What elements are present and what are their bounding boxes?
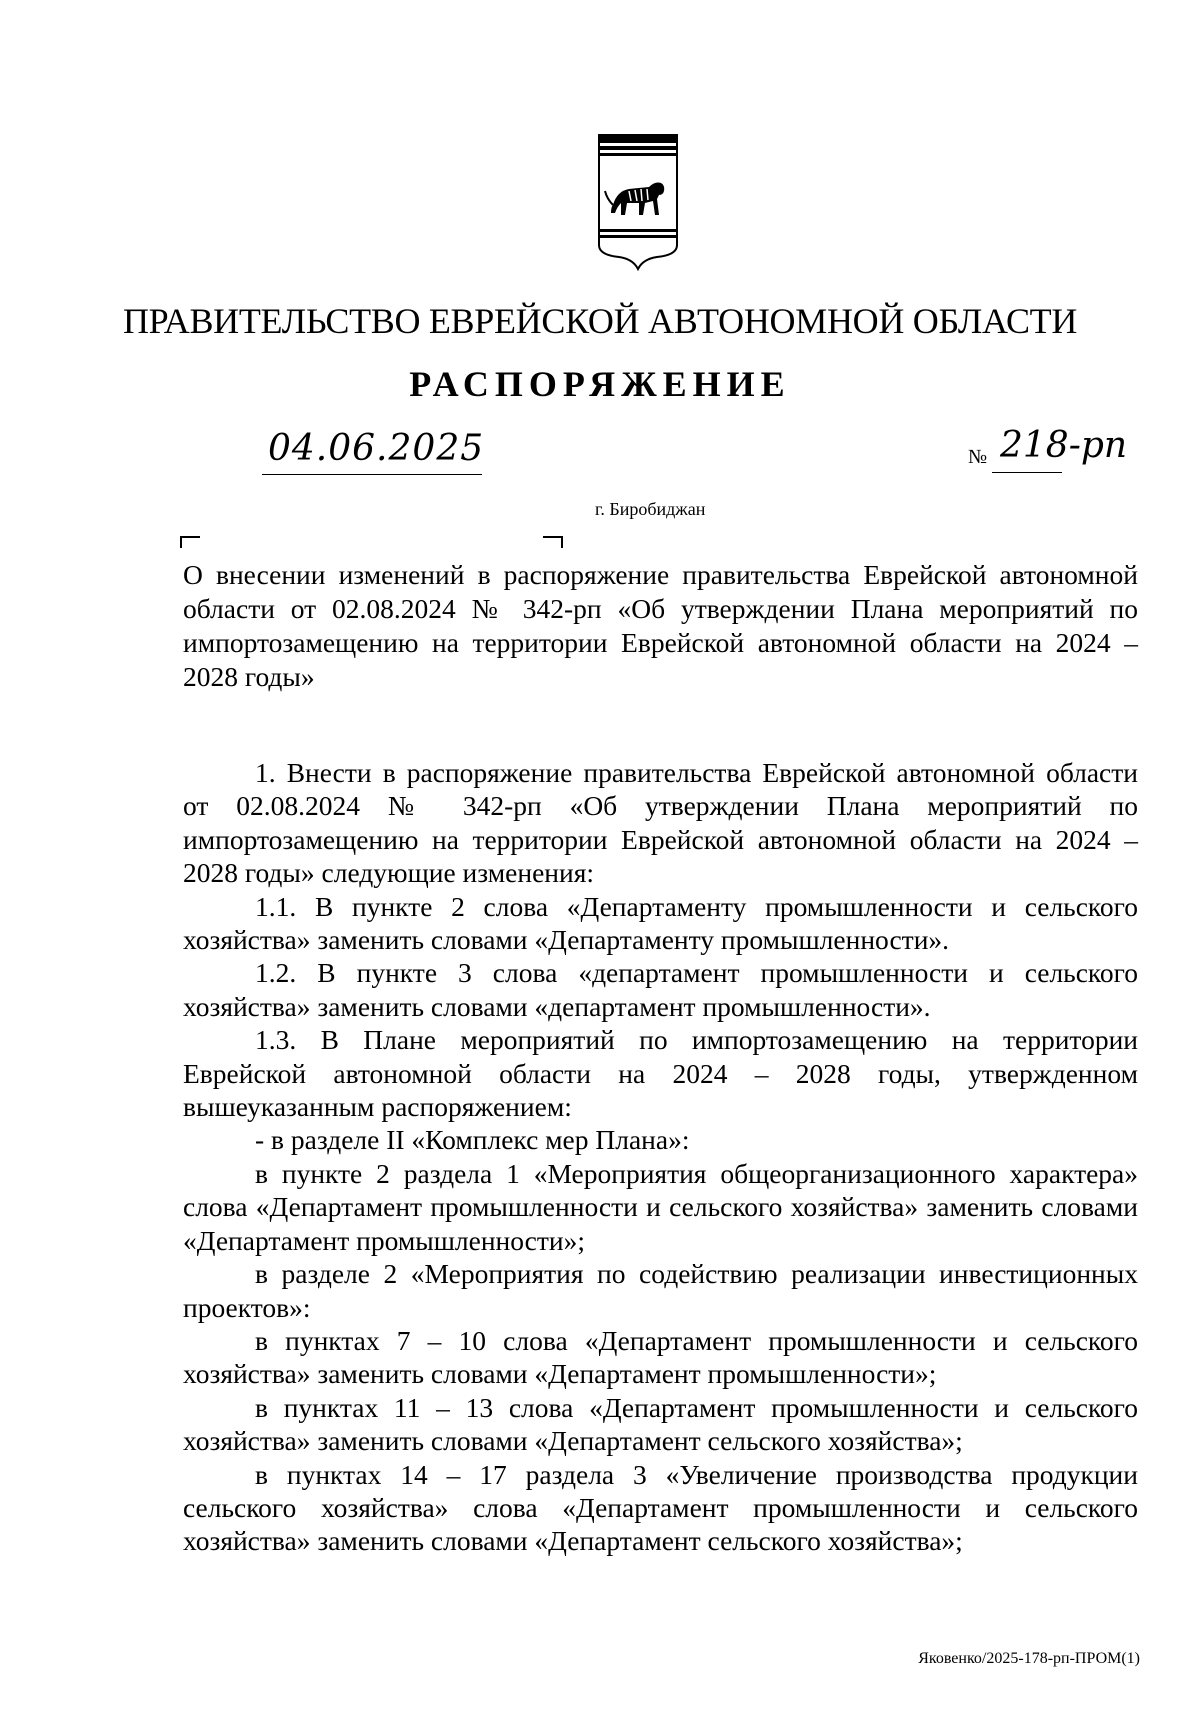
paragraph-1-2: 1.2. В пункте 3 слова «департамент промышленности и сельского хозяйства» заменить словами «департамент промышленности».: [183, 957, 1138, 1022]
paragraph-section-2: в разделе 2 «Мероприятия по содействию реализации инвестиционных проектов»:: [183, 1258, 1138, 1323]
document-type: РАСПОРЯЖЕНИЕ: [409, 364, 791, 404]
paragraph-1: 1. Внести в распоряжение правительства Еврейской автономной области от 02.08.2024 № 342-рп «Об утверждении Плана мероприятий по импортозамещению на территории Еврейской автономной области на 2024 – 2028 годы» следующие изменения:: [183, 757, 1138, 889]
document-body: [183, 756, 1138, 1558]
paragraph-section-ii: - в разделе II «Комплекс мер Плана»:: [255, 1124, 690, 1156]
paragraph-1-3: 1.3. В Плане мероприятий по импортозамещению на территории Еврейской автономной области на 2024 – 2028 годы, утвержденном вышеуказанным распоряжением:: [183, 1024, 1138, 1123]
date-underline: [262, 474, 482, 475]
paragraph-points-7-10: в пунктах 7 – 10 слова «Департамент промышленности и сельского хозяйства» заменить словами «Департамент промышленности»;: [183, 1324, 1138, 1390]
document-date: 04.06.2025: [268, 428, 485, 469]
paragraph-points-11-13: в пунктах 11 – 13 слова «Департамент промышленности и сельского хозяйства» заменить словами «Департамент сельского хозяйства»;: [183, 1391, 1138, 1457]
number-label: №: [968, 446, 988, 468]
paragraph-1-1: 1.1. В пункте 2 слова «Департаменту промышленности и сельского хозяйства» заменить словами «Департаменту промышленности».: [183, 890, 1138, 956]
number-underline: [992, 472, 1062, 473]
coat-of-arms-emblem: [597, 133, 679, 271]
document-number: 218-рп: [1000, 425, 1128, 466]
corner-mark-left: [180, 536, 200, 548]
paragraph-points-14-17: в пунктах 14 – 17 раздела 3 «Увеличение производства продукции сельского хозяйства» слова «Департамент промышленности и сельского хозяйства» заменить словами «Департамент сельского хозяйства»;: [183, 1458, 1138, 1557]
corner-mark-right: [543, 536, 563, 548]
city: г. Биробиджан: [595, 499, 706, 519]
footer-reference: Яковенко/2025-178-рп-ПРОМ(1): [918, 1650, 1140, 1667]
document-subject: О внесении изменений в распоряжение правительства Еврейской автономной области от 02.08.2024 № 342-рп «Об утверждении Плана мероприятий по импортозамещению на территории Еврейской автономной области на 2024 – 2028 годы»: [183, 559, 1138, 692]
government-title: ПРАВИТЕЛЬСТВО ЕВРЕЙСКОЙ АВТОНОМНОЙ ОБЛАСТИ: [122, 301, 1078, 341]
paragraph-point-2: в пункте 2 раздела 1 «Мероприятия общеорганизационного характера» слова «Департамент промышленности и сельского хозяйства» заменить словами «Департамент промышленности»;: [183, 1157, 1138, 1256]
